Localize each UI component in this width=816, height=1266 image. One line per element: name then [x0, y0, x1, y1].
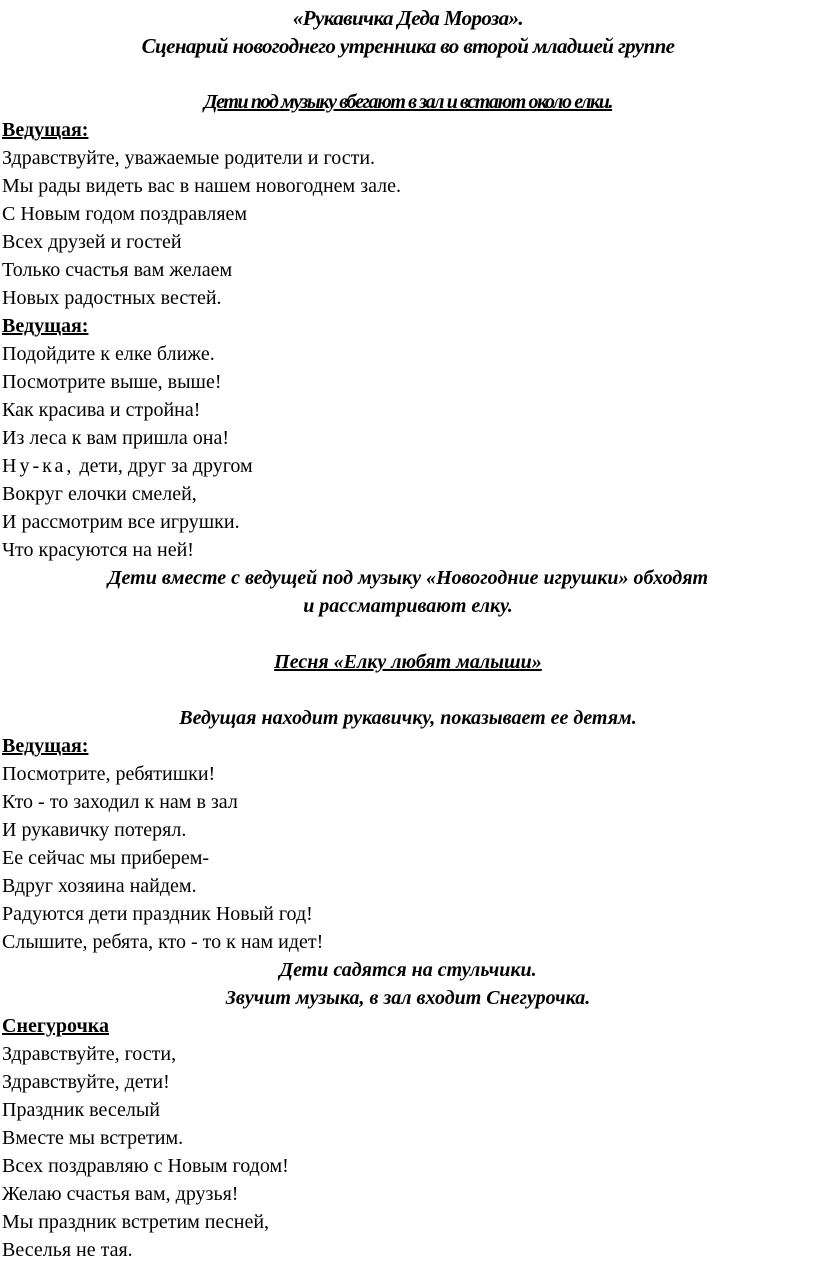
song-title: Песня «Елку любят малыши» — [274, 651, 542, 673]
document-title: «Рукавичка Деда Мороза». — [292, 6, 524, 30]
script-line: И рукавичку потерял. — [2, 819, 187, 841]
script-line: Всех поздравляю с Новым годом! — [2, 1155, 289, 1177]
script-line: Здравствуйте, уважаемые родители и гости. — [2, 147, 376, 169]
script-line: Посмотрите выше, выше! — [2, 371, 222, 393]
script-line: Праздник веселый — [2, 1099, 160, 1121]
script-line: Подойдите к елке ближе. — [2, 343, 215, 365]
script-line: Здравствуйте, гости, — [2, 1043, 177, 1065]
script-body — [2, 116, 814, 1264]
document-subtitle: Сценарий новогоднего утренника во второй младшей группе — [141, 34, 675, 58]
script-line: Вокруг елочки смелей, — [2, 483, 197, 505]
blank-line — [2, 620, 814, 648]
script-line: Слышите, ребята, кто - то к нам идет! — [2, 931, 324, 953]
script-line: Всех друзей и гостей — [2, 231, 182, 253]
script-line: Радуются дети праздник Новый год! — [2, 903, 313, 925]
script-line: Мы праздник встретим песней, — [2, 1211, 270, 1233]
script-line-rest: дети, друг за другом — [74, 455, 253, 477]
speaker-label: Ведущая: — [2, 315, 89, 337]
script-line: Здравствуйте, дети! — [2, 1071, 170, 1093]
script-line: Вдруг хозяина найдем. — [2, 875, 197, 897]
script-line: Новых радостных вестей. — [2, 287, 222, 309]
speaker-label: Ведущая: — [2, 735, 89, 757]
script-line: Мы рады видеть вас в нашем новогоднем зале. — [2, 175, 402, 197]
script-line: Ее сейчас мы приберем- — [2, 847, 210, 869]
script-line: Из леса к вам пришла она! — [2, 427, 230, 449]
script-line: Вместе мы встретим. — [2, 1127, 184, 1149]
speaker-label: Снегурочка — [2, 1015, 110, 1037]
stage-direction: Ведущая находит рукавичку, показывает ее детям. — [179, 707, 637, 729]
script-line: Как красива и стройна! — [2, 399, 201, 421]
script-line: С Новым годом поздравляем — [2, 203, 248, 225]
script-line: Посмотрите, ребятишки! — [2, 763, 216, 785]
stage-direction: Звучит музыка, в зал входит Снегурочка. — [225, 987, 591, 1009]
spaced-word: Ну-ка, — [2, 455, 75, 477]
script-line — [2, 452, 814, 480]
blank-line — [2, 676, 814, 704]
script-line: Только счастья вам желаем — [2, 259, 233, 281]
script-line: И рассмотрим все игрушки. — [2, 511, 240, 533]
stage-direction: и рассматривают елку. — [303, 595, 513, 617]
stage-direction: Дети вместе с ведущей под музыку «Новогодние игрушки» обходят — [107, 567, 709, 589]
stage-direction: Дети садятся на стульчики. — [279, 959, 537, 981]
speaker-label: Ведущая: — [2, 119, 89, 141]
script-line: Веселья не тая. — [2, 1239, 133, 1261]
script-line: Что красуются на ней! — [2, 539, 194, 561]
script-line: Кто - то заходил к нам в зал — [2, 791, 238, 813]
stage-direction-intro: Дети под музыку вбегают в зал и встают около елки. — [203, 91, 613, 113]
script-line: Желаю счастья вам, друзья! — [2, 1183, 239, 1205]
